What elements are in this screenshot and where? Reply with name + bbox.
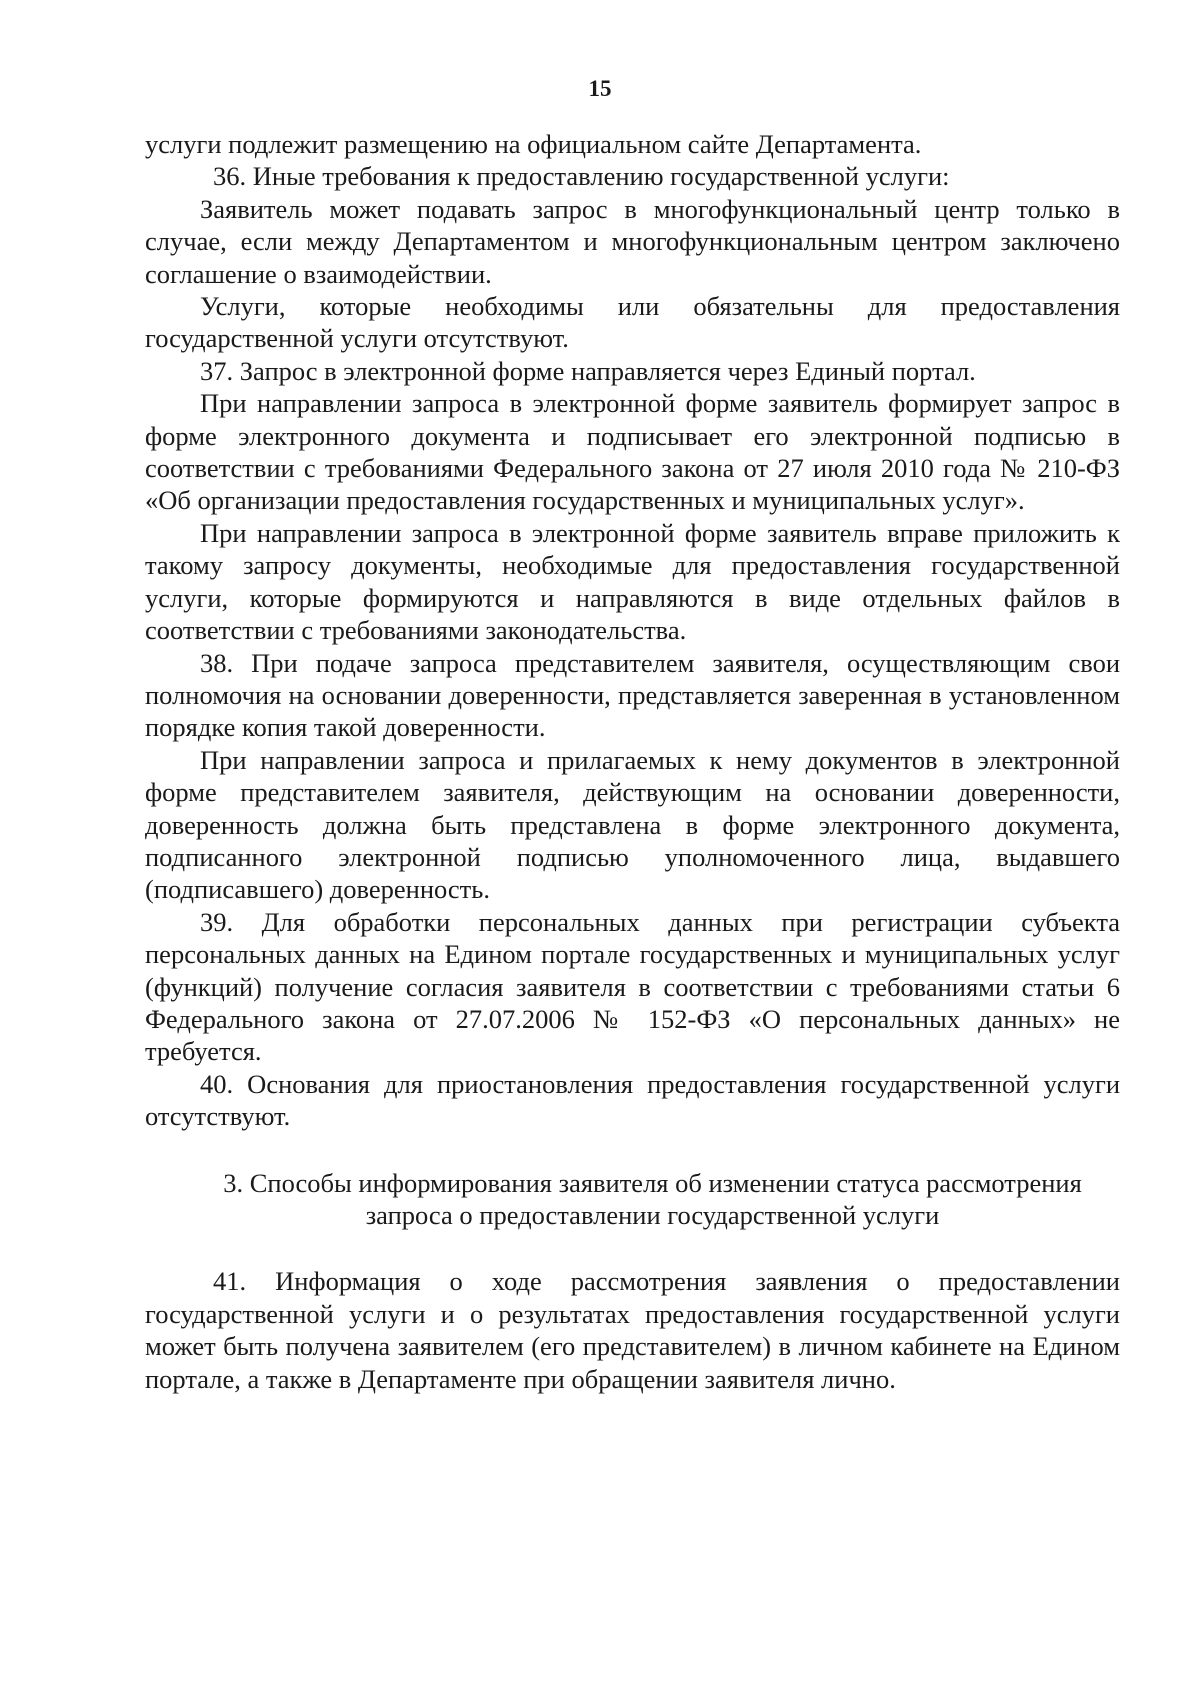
paragraph-37-attachments: При направлении запроса в электронной форме заявитель вправе приложить к такому запросу документы, необходимые для предоставления государственной услуги, которые формируются и направляются в виде отдельных файлов в соответствии с требованиями законодательства. xyxy=(145,517,1120,646)
paragraph-36-services: Услуги, которые необходимы или обязательны для предоставления государственной услуги отсутствуют. xyxy=(145,291,1120,354)
paragraph-37: 37. Запрос в электронной форме направляется через Единый портал. xyxy=(200,355,976,386)
paragraph-continuation: услуги подлежит размещению на официальном сайте Департамента. xyxy=(145,129,922,159)
paragraph-38-electronic: При направлении запроса и прилагаемых к нему документов в электронной форме представителем заявителя, действующим на основании доверенности, доверенность должна быть представлена в форме электронного документа, подписанного электронной подписью уполномоченного лица, выдавшего (подписавшего) доверенность. xyxy=(145,744,1120,905)
section-3-heading xyxy=(145,1167,1120,1232)
section-3-heading-line1: 3. Способы информирования заявителя об изменении статуса рассмотрения xyxy=(223,1167,1082,1198)
paragraph-40: 40. Основания для приостановления предоставления государственной услуги отсутствуют. xyxy=(145,1068,1120,1132)
section-3-heading-line2: запроса о предоставлении государственной услуги xyxy=(365,1200,940,1230)
paragraph-36: 36. Иные требования к предоставлению государственной услуги: xyxy=(213,161,950,192)
paragraph-37-signature: При направлении запроса в электронной форме заявитель формирует запрос в форме электронного документа и подписывает его электронной подписью в соответствии с требованиями Федерального закона от 27 июля 2010 года № 210-ФЗ «Об организации предоставления государственных и муниципальных услуг». xyxy=(145,388,1120,516)
paragraph-39: 39. Для обработки персональных данных при регистрации субъекта персональных данных на Едином портале государственных и муниципальных услуг (функций) получение согласия заявителя в соответствии с требованиями статьи 6 Федерального закона от 27.07.2006 № 152-ФЗ «О персональных данных» не требуется. xyxy=(145,906,1120,1067)
paragraph-38: 38. При подаче запроса представителем заявителя, осуществляющим свои полномочия на основании доверенности, представляется заверенная в установленном порядке копия такой доверенности. xyxy=(145,647,1120,743)
paragraph-36-mfc: Заявитель может подавать запрос в многофункциональный центр только в случае, если между Департаментом и многофункциональным центром заключено соглашение о взаимодействии. xyxy=(145,193,1120,289)
document-body xyxy=(145,128,1120,1395)
paragraph-41: 41. Информация о ходе рассмотрения заявления о предоставлении государственной услуги и о результатах предоставления государственной услуги может быть получена заявителем (его представителем) в личном кабинете на Едином портале, а также в Департаменте при обращении заявителя лично. xyxy=(145,1266,1120,1394)
page-number: 15 xyxy=(588,76,612,101)
